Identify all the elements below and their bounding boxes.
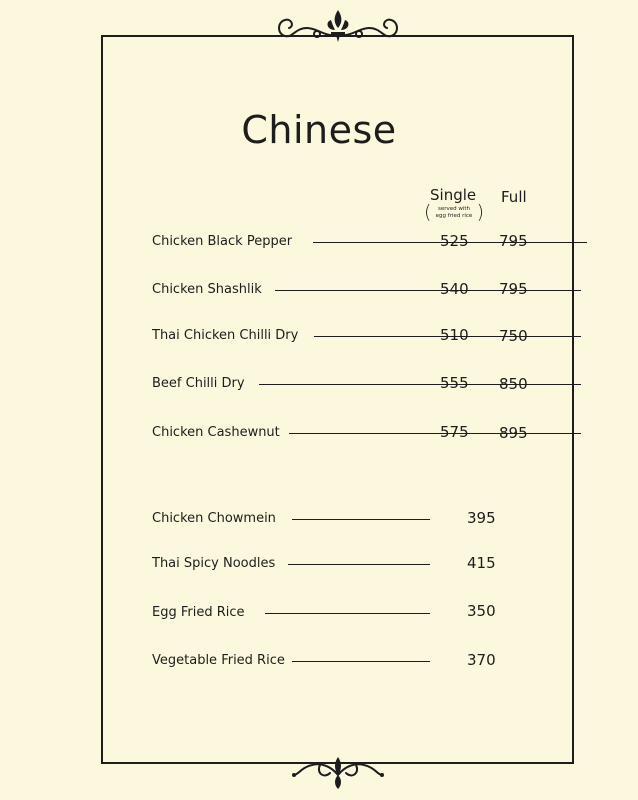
price: 350 [467, 602, 496, 620]
price-single: 540 [440, 280, 469, 298]
left-parenthesis: ( [424, 201, 432, 223]
leader-line [292, 519, 430, 520]
bottom-flourish-icon [290, 755, 386, 791]
item-name: Chicken Chowmein [152, 511, 276, 526]
item-name: Thai Chicken Chilli Dry [152, 328, 299, 343]
item-name: Chicken Black Pepper [152, 234, 293, 249]
item-name: Chicken Shashlik [152, 282, 262, 297]
item-name: Vegetable Fried Rice [152, 653, 285, 668]
single-note-text: served with egg fried rice [435, 206, 473, 219]
price-full: 895 [499, 424, 528, 442]
item-name: Beef Chilli Dry [152, 376, 245, 391]
item-name: Chicken Cashewnut [152, 425, 280, 440]
item-name: Egg Fried Rice [152, 605, 245, 620]
price: 415 [467, 554, 496, 572]
leader-line [289, 433, 581, 434]
price-single: 575 [440, 423, 469, 441]
price-single: 555 [440, 374, 469, 392]
column-header-single: Single [430, 186, 477, 204]
price-full: 795 [499, 232, 528, 250]
leader-line [275, 290, 581, 291]
single-note [422, 203, 486, 225]
leader-line [259, 384, 581, 385]
price: 370 [467, 651, 496, 669]
price-full: 850 [499, 375, 528, 393]
price-single: 510 [440, 326, 469, 344]
menu-title: Chinese [241, 108, 397, 152]
leader-line [292, 661, 430, 662]
item-name: Thai Spicy Noodles [152, 556, 276, 571]
price-single: 525 [440, 232, 469, 250]
leader-line [288, 564, 430, 565]
price-full: 795 [499, 280, 528, 298]
column-header-full: Full [501, 188, 527, 206]
price-full: 750 [499, 327, 528, 345]
right-parenthesis: ) [476, 201, 484, 223]
price: 395 [467, 509, 496, 527]
leader-line [265, 613, 430, 614]
